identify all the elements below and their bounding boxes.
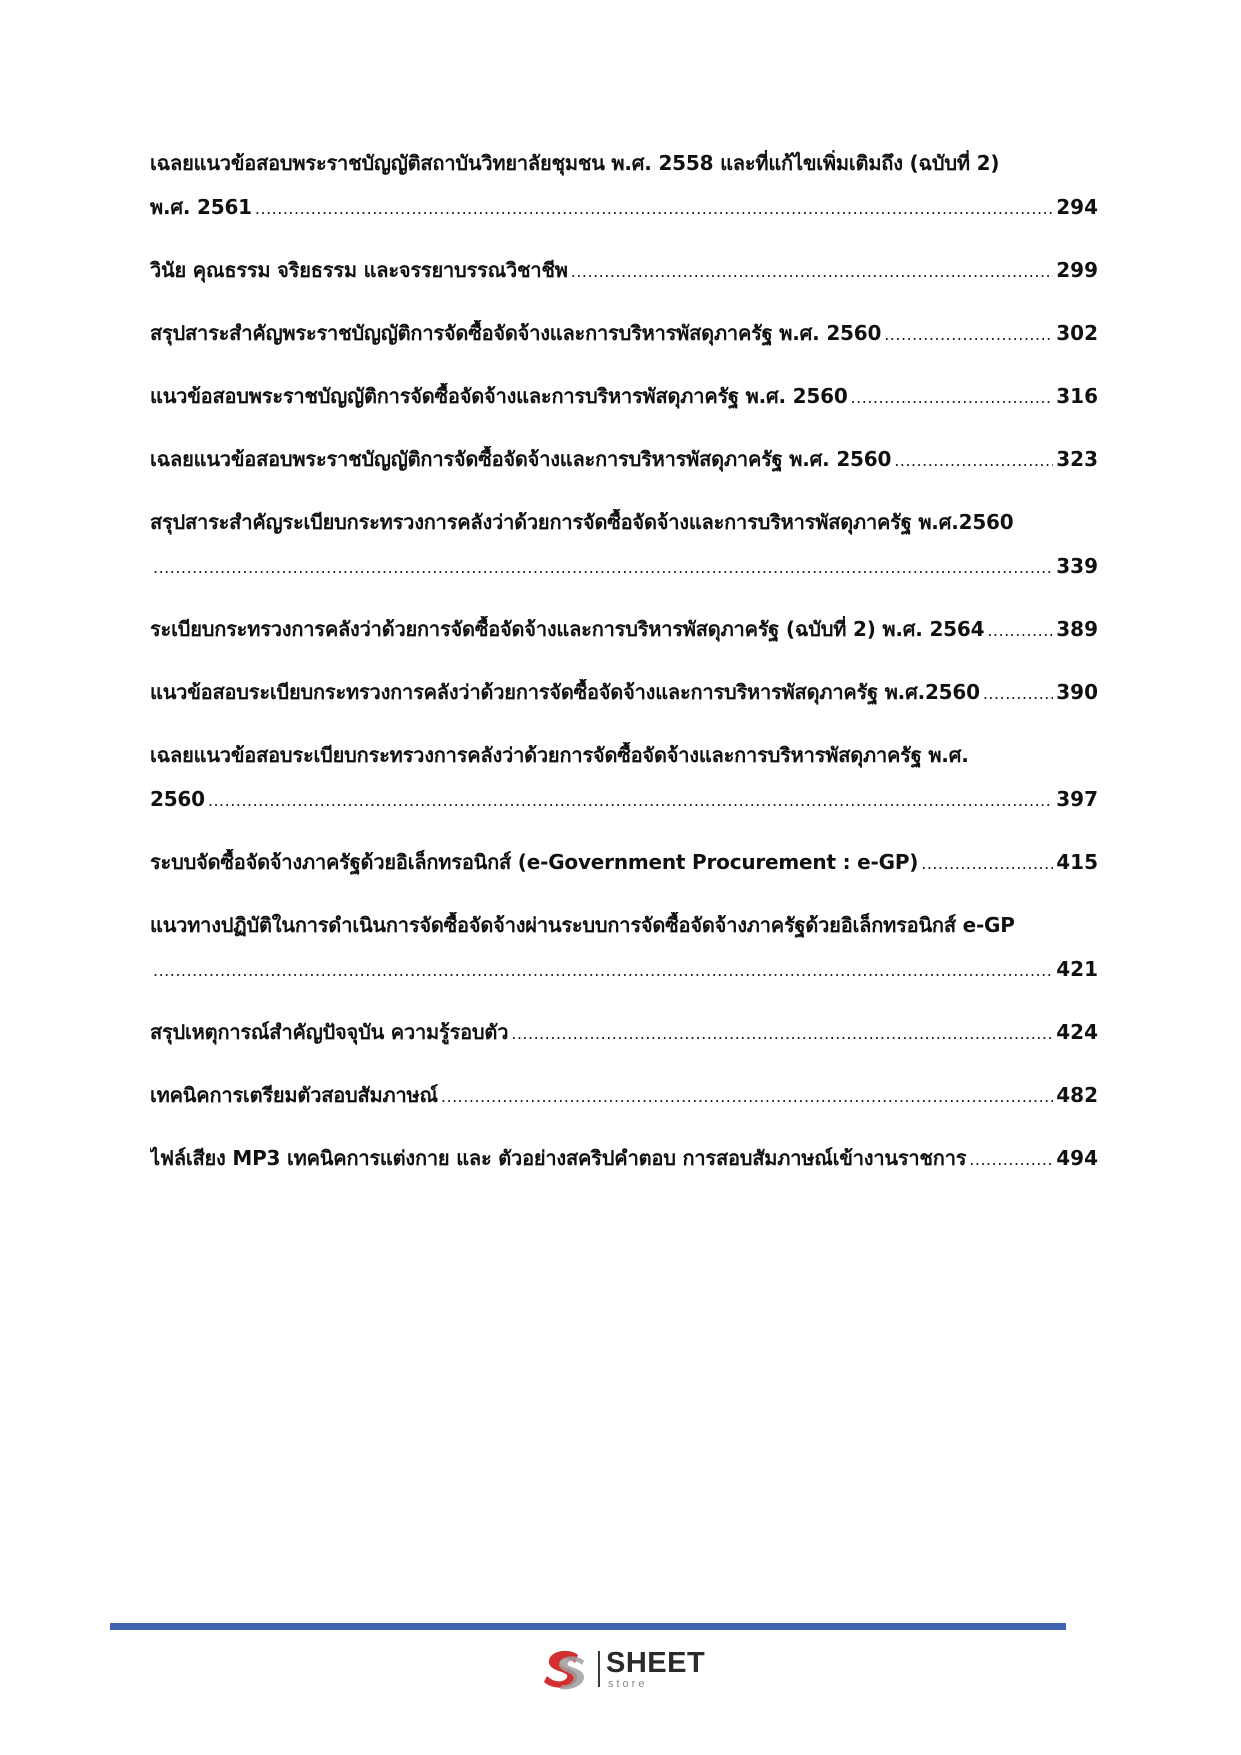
toc-entry[interactable] [150,1019,1098,1047]
toc-entry[interactable] [150,446,1098,474]
logo-subtext: store [608,1678,648,1690]
dot-leader [255,196,1053,222]
toc-entry[interactable] [150,679,1098,707]
toc-entry[interactable] [150,1082,1098,1110]
toc-entry-title: ระเบียบกระทรวงการคลังว่าด้วยการจัดซื้อจัดจ้างและการบริหารพัสดุภาครัฐ (ฉบับที่ 2) พ.ศ. 2564 [150,617,985,641]
toc-entry-title: แนวข้อสอบระเบียบกระทรวงการคลังว่าด้วยการจัดซื้อจัดจ้างและการบริหารพัสดุภาครัฐ พ.ศ.2560 [150,680,980,704]
toc-entry-title: ระบบจัดซื้อจัดจ้างภาครัฐด้วยอิเล็กทรอนิกส์ (e-Government Procurement : e-GP) [150,850,919,874]
toc-entry[interactable] [150,849,1098,877]
toc-entry-title-line1: เฉลยแนวข้อสอบพระราชบัญญัติสถาบันวิทยาลัยชุมชน พ.ศ. 2558 และที่แก้ไขเพิ่มเติมถึง (ฉบับที่ 2) [150,151,1000,175]
toc-page-number: 389 [1056,617,1098,641]
toc-entry[interactable] [150,150,1098,222]
toc-entry[interactable] [150,257,1098,285]
toc-entry[interactable] [150,320,1098,348]
dot-leader [153,555,1053,581]
toc-entry[interactable] [150,1145,1098,1173]
toc-page-number: 302 [1056,321,1098,345]
toc-entry[interactable] [150,912,1098,984]
dot-leader [894,448,1053,474]
dot-leader [153,958,1053,984]
dot-leader [441,1084,1053,1110]
toc-page-number: 390 [1056,680,1098,704]
toc-page-number: 415 [1056,850,1098,874]
toc-entry-title: เทคนิคการเตรียมตัวสอบสัมภาษณ์ [150,1083,438,1107]
toc-entry-title-line1: สรุปสาระสำคัญระเบียบกระทรวงการคลังว่าด้วยการจัดซื้อจัดจ้างและการบริหารพัสดุภาครัฐ พ.ศ.2560 [150,510,1014,534]
toc-entry[interactable] [150,509,1098,581]
dot-leader [511,1021,1053,1047]
toc-entry[interactable] [150,616,1098,644]
toc-page-number: 494 [1056,1146,1098,1170]
dot-leader [983,681,1053,707]
toc-entry-title-line1: แนวทางปฏิบัติในการดำเนินการจัดซื้อจัดจ้างผ่านระบบการจัดซื้อจัดจ้างภาครัฐด้วยอิเล็กทรอนิกส์ e-GP [150,913,1015,937]
toc-entry-title: แนวข้อสอบพระราชบัญญัติการจัดซื้อจัดจ้างและการบริหารพัสดุภาครัฐ พ.ศ. 2560 [150,384,848,408]
toc-entry[interactable] [150,742,1098,814]
footer-divider-bar [110,1623,1066,1630]
toc-entry-title: ไฟล์เสียง MP3 เทคนิคการแต่งกาย และ ตัวอย่างสคริปคำตอบ การสอบสัมภาษณ์เข้างานราชการ [150,1146,967,1170]
toc-entry-title: วินัย คุณธรรม จริยธรรม และจรรยาบรรณวิชาชีพ [150,258,568,282]
toc-page-number: 424 [1056,1020,1098,1044]
toc-entry-title: สรุปสาระสำคัญพระราชบัญญัติการจัดซื้อจัดจ้างและการบริหารพัสดุภาครัฐ พ.ศ. 2560 [150,321,882,345]
dot-leader [987,618,1053,644]
toc-page-number: 421 [1056,957,1098,981]
dot-leader [571,259,1054,285]
toc-page-number: 294 [1056,195,1098,219]
dot-leader [884,322,1053,348]
toc-page-number: 323 [1056,447,1098,471]
toc-entry-title-line1: เฉลยแนวข้อสอบระเบียบกระทรวงการคลังว่าด้วยการจัดซื้อจัดจ้างและการบริหารพัสดุภาครัฐ พ.ศ. [150,743,969,767]
toc-entry-title: 2560 [150,787,205,811]
toc-entry-title: พ.ศ. 2561 [150,195,252,219]
dot-leader [851,385,1054,411]
toc-entry-title: สรุปเหตุการณ์สำคัญปัจจุบัน ความรู้รอบตัว [150,1020,509,1044]
dot-leader [921,851,1053,877]
dot-leader [969,1147,1053,1173]
toc-page-number: 397 [1056,787,1098,811]
logo-wordmark: SHEET [606,1647,706,1679]
toc-page-number: 316 [1056,384,1098,408]
toc-entry-title: เฉลยแนวข้อสอบพระราชบัญญัติการจัดซื้อจัดจ้างและการบริหารพัสดุภาครัฐ พ.ศ. 2560 [150,447,892,471]
logo-divider [598,1651,600,1687]
toc-page-number: 299 [1056,258,1098,282]
dot-leader [208,788,1053,814]
sheet-store-logo [540,1645,720,1695]
toc-page-number: 482 [1056,1083,1098,1107]
toc-page-number: 339 [1056,554,1098,578]
sheet-store-logo-icon [540,1649,590,1691]
toc-entry[interactable] [150,383,1098,411]
table-of-contents [150,150,1098,1208]
